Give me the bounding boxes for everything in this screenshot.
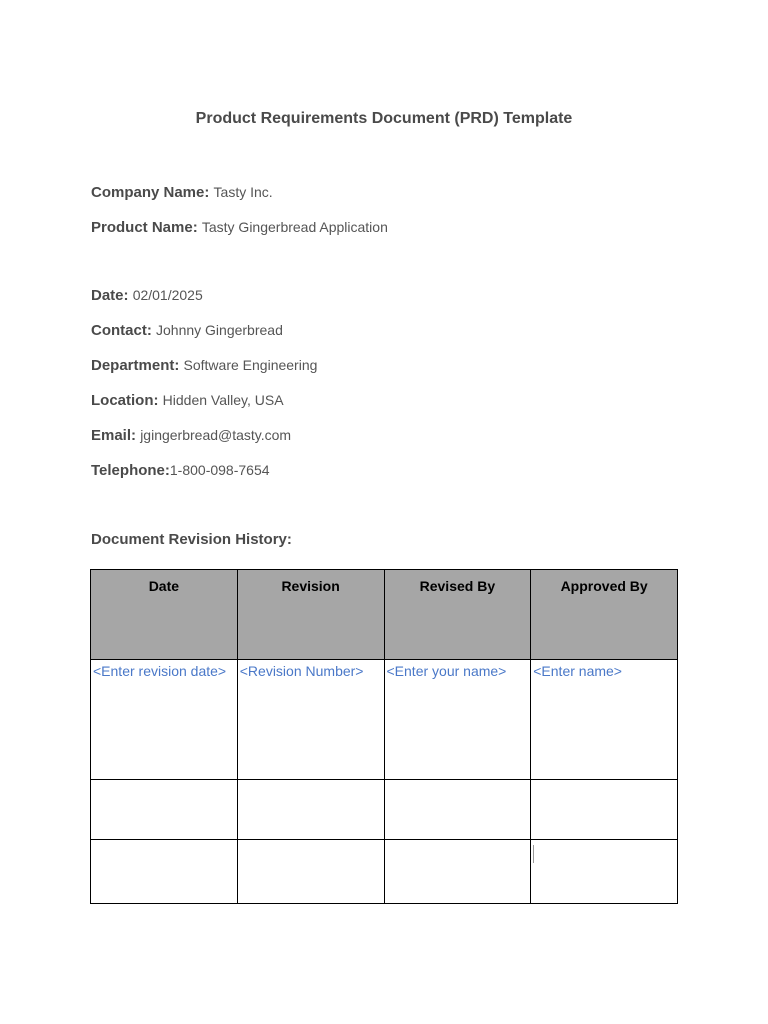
department-value[interactable]: Software Engineering (183, 357, 318, 373)
date-label: Date: (91, 287, 129, 304)
column-header-revised-by: Revised By (384, 570, 531, 660)
contact-field (91, 322, 283, 339)
location-label: Location: (91, 392, 159, 409)
revised-by-cell[interactable] (384, 780, 531, 840)
document-title: Product Requirements Document (PRD) Template (195, 110, 573, 127)
revision-history-table (90, 569, 678, 904)
column-header-date: Date (91, 570, 238, 660)
email-label: Email: (91, 427, 137, 444)
telephone-label: Telephone: (91, 462, 170, 479)
telephone-field (91, 462, 270, 479)
company-name-label: Company Name: (91, 184, 210, 201)
product-name-label: Product Name: (91, 219, 198, 236)
revision-date-cell[interactable] (91, 780, 238, 840)
email-value[interactable]: jgingerbread@tasty.com (140, 427, 292, 443)
email-field (91, 427, 291, 444)
table-header-row (91, 570, 678, 660)
company-name-value[interactable]: Tasty Inc. (213, 184, 273, 200)
approved-by-cell[interactable]: <Enter name> (531, 660, 678, 780)
location-field (91, 392, 284, 409)
approved-by-cell[interactable] (531, 840, 678, 904)
revision-number-cell[interactable] (237, 780, 384, 840)
contact-value[interactable]: Johnny Gingerbread (156, 322, 283, 338)
revision-date-cell[interactable]: <Enter revision date> (91, 660, 238, 780)
revision-number-cell[interactable] (237, 840, 384, 904)
company-name-field (91, 184, 273, 201)
revision-number-cell[interactable]: <Revision Number> (237, 660, 384, 780)
department-label: Department: (91, 357, 180, 374)
product-name-value[interactable]: Tasty Gingerbread Application (201, 219, 388, 235)
department-field (91, 357, 317, 374)
revised-by-cell[interactable] (384, 840, 531, 904)
date-value[interactable]: 02/01/2025 (132, 287, 203, 303)
table-row (91, 780, 678, 840)
approved-by-cell[interactable] (531, 780, 678, 840)
revision-date-cell[interactable] (91, 840, 238, 904)
contact-label: Contact: (91, 322, 152, 339)
table-row (91, 840, 678, 904)
date-field (91, 287, 203, 304)
telephone-value[interactable]: 1-800-098-7654 (169, 462, 270, 478)
table-row (91, 660, 678, 780)
column-header-approved-by: Approved By (531, 570, 678, 660)
column-header-revision: Revision (237, 570, 384, 660)
revision-history-heading: Document Revision History: (91, 531, 292, 548)
location-value[interactable]: Hidden Valley, USA (162, 392, 284, 408)
text-cursor (533, 845, 534, 863)
product-name-field (91, 219, 388, 236)
revised-by-cell[interactable]: <Enter your name> (384, 660, 531, 780)
